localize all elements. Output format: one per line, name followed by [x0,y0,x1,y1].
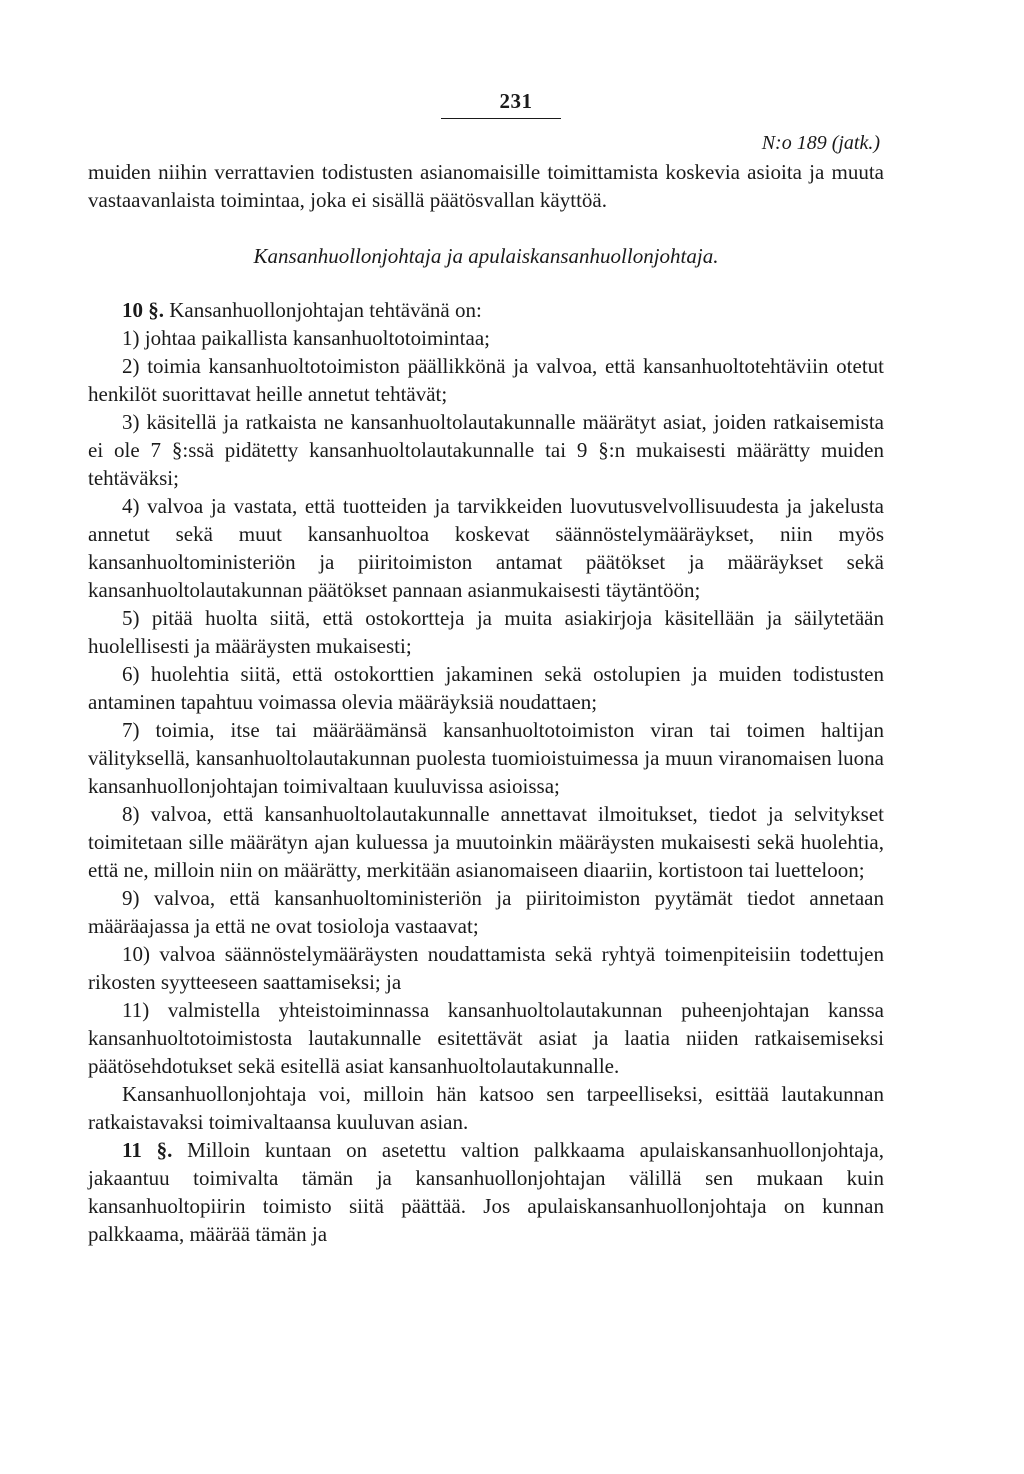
section-10-number: 10 §. [122,298,164,322]
section-heading: Kansanhuollonjohtaja ja apulaiskansanhuollonjohtaja. [253,244,719,268]
list-item: 11) valmistella yhteistoiminnassa kansanhuoltolautakunnan puheenjohtajan kanssa kansanhuoltotoimistosta lautakunnalle esitettävät asiat ja laatia niiden ratkaisemiseksi päätösehdotukset sekä esitellä asiat kansanhuoltolautakunnalle. [88,998,884,1078]
list-item: 9) valvoa, että kansanhuoltoministeriön ja piiritoimiston pyytämät tiedot annetaan määräajassa ja että ne ovat tosioloja vastaavat; [88,886,884,938]
list-item: 8) valvoa, että kansanhuoltolautakunnalle annettavat ilmoitukset, tiedot ja selvitykset toimitetaan sille määrätyn ajan kuluessa ja muutoinkin määräysten mukaisesti sekä huolehtia, että ne, milloin niin on määrätty, merkitään asianomaiseen diaariin, kortistoon tai luetteloon; [88,802,884,882]
page-number: 231 [499,89,533,113]
list-item: 2) toimia kansanhuoltotoimiston päällikkönä ja valvoa, että kansanhuoltotehtäviin otetut henkilöt suorittavat heille annetut tehtävät; [88,354,884,406]
intro-paragraph: muiden niihin verrattavien todistusten asianomaisille toimittamista koskevia asioita ja muuta vastaavanlaista toimintaa, joka ei sisällä päätösvallan käyttöä. [88,160,884,212]
section-10-closing: Kansanhuollonjohtaja voi, milloin hän katsoo sen tarpeelliseksi, esittää lautakunnan ratkaistavaksi toimivaltaansa kuuluvan asian. [88,1082,884,1134]
list-item: 1) johtaa paikallista kansanhuoltotoimintaa; [122,326,490,350]
body-text [88,158,884,1248]
list-item: 5) pitää huolta siitä, että ostokortteja ja muita asiakirjoja käsitellään ja säilytetään huolellisesti ja määräysten mukaisesti; [88,606,884,658]
document-reference: N:o 189 (jatk.) [761,132,880,154]
page-number-rule [441,118,561,119]
list-item: 3) käsitellä ja ratkaista ne kansanhuoltolautakunnalle määrätyt asiat, joiden ratkaisemista ei ole 7 §:ssä pidätetty kansanhuoltolautakunnalle tai 9 §:n mukaisesti määrätty muiden tehtäväksi; [88,410,884,490]
list-item: 4) valvoa ja vastata, että tuotteiden ja tarvikkeiden luovutusvelvollisuudesta ja jakelusta annetut sekä muut kansanhuoltoa koskevat säännöstelymääräykset, niin myös kansanhuoltoministeriön ja piiritoimiston antamat päätökset ja määräykset sekä kansanhuoltolautakunnan päätökset pannaan asianmukaisesti täytäntöön; [88,494,884,602]
section-10-lead [88,296,884,324]
list-item: 7) toimia, itse tai määräämänsä kansanhuoltotoimiston viran tai toimen haltijan välityksellä, kansanhuoltolautakunnan puolesta tuomioistuimessa ja muun viranomaisen luona kansanhuollonjohtajan toimivaltaan kuuluvissa asioissa; [88,718,884,798]
list-item: 10) valvoa säännöstelymääräysten noudattamista sekä ryhtyä toimenpiteisiin todettujen rikosten syytteeseen saattamiseksi; ja [88,942,884,994]
section-10-lead-text: Kansanhuollonjohtajan tehtävänä on: [169,298,482,322]
section-11-text: Milloin kuntaan on asetettu valtion palkkaama apulaiskansanhuollonjohtaja, jakaantuu toimivalta tämän ja kansanhuollonjohtajan välillä sen mukaan kuin kansanhuoltopiirin toimisto siitä päättää. Jos apulaiskansanhuollonjohtaja on kunnan palkkaama, määrää tämän ja [88,1138,885,1246]
section-11-paragraph [88,1136,884,1248]
list-item: 6) huolehtia siitä, että ostokorttien jakaminen sekä ostolupien ja muiden todistusten antaminen tapahtuu voimassa olevia määräyksiä noudattaen; [88,662,884,714]
section-11-number: 11 §. [122,1138,173,1162]
